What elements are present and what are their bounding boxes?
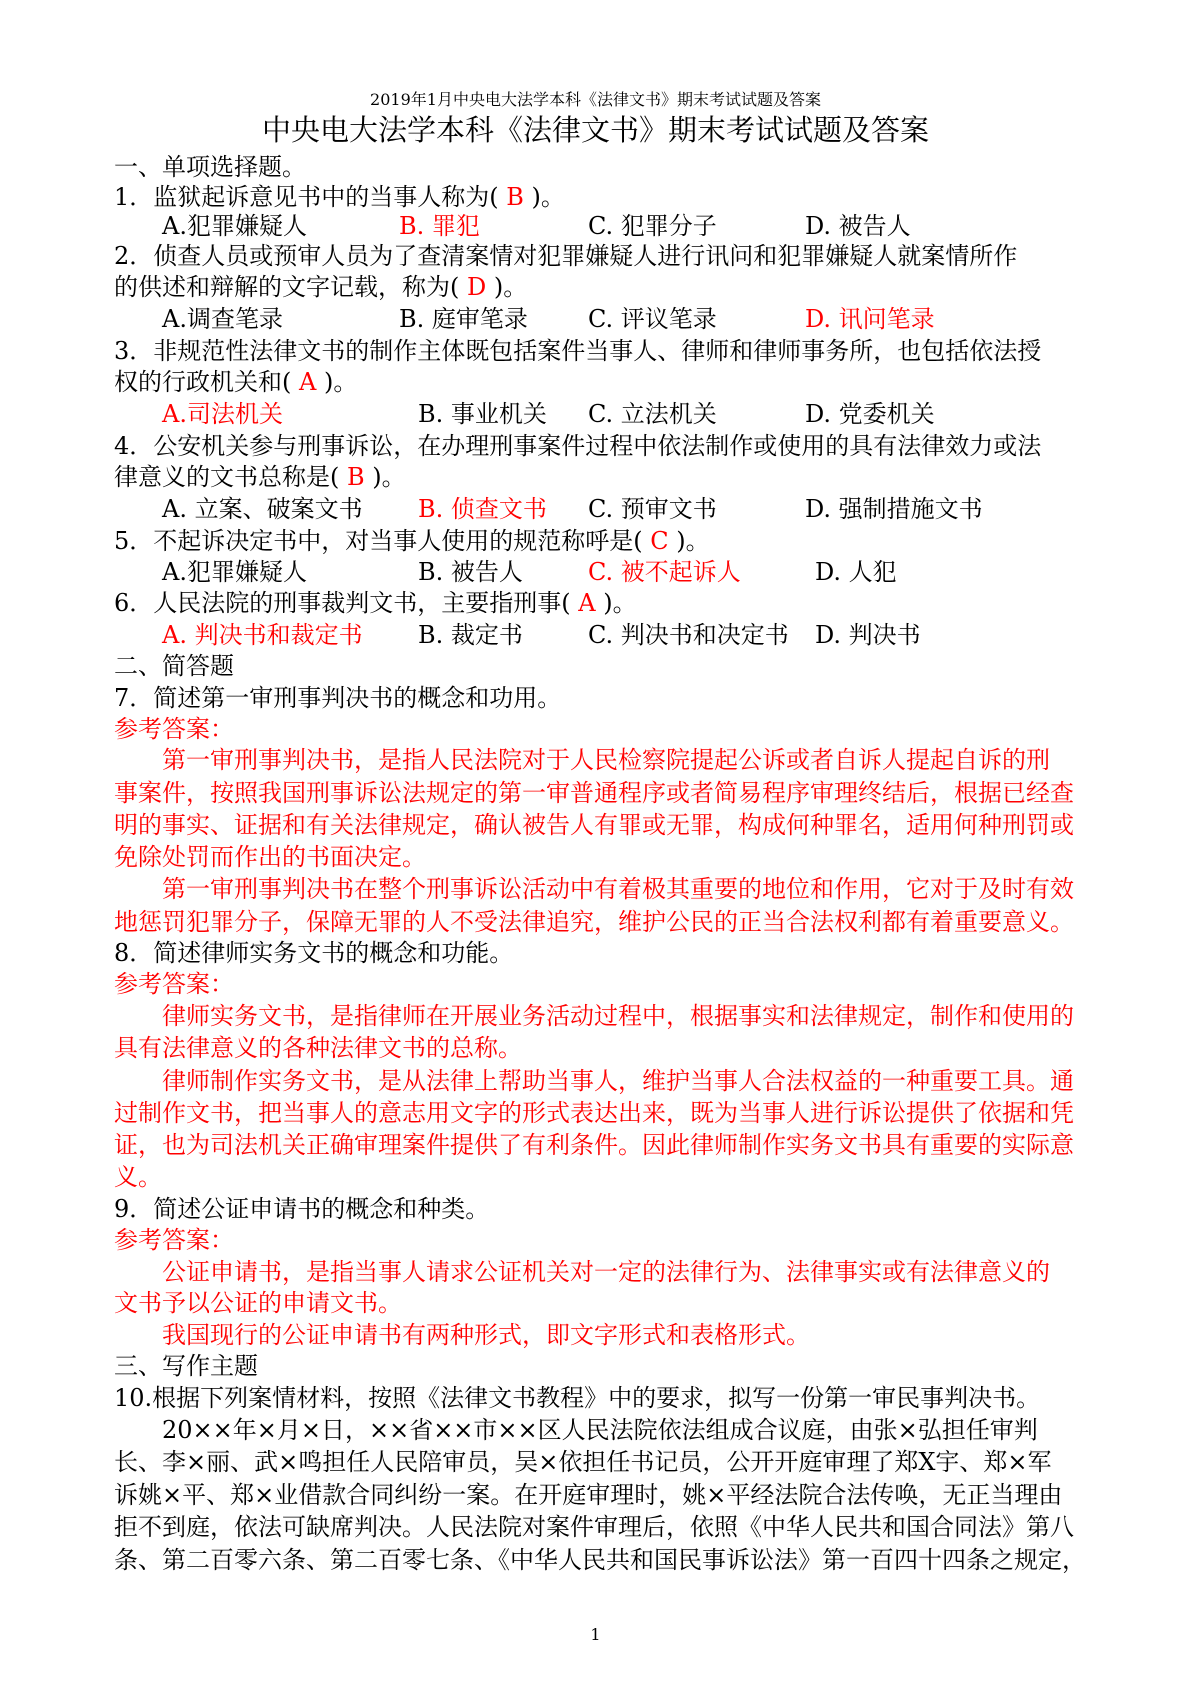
reference-answer-label: 参考答案： bbox=[114, 970, 234, 998]
option-b-answer: B. 罪犯 bbox=[399, 212, 480, 240]
answer-letter: D bbox=[467, 273, 487, 301]
answer-9-line: 公证申请书，是指当事人请求公证机关对一定的法律行为、法律事实或有法律意义的 bbox=[162, 1258, 1050, 1286]
answer-8-line: 证，也为司法机关正确审理案件提供了有利条件。因此律师制作实务文书具有重要的实际意 bbox=[114, 1131, 1074, 1159]
answer-7-line: 地惩罚犯罪分子，保障无罪的人不受法律追究，维护公民的正当合法权利都有着重要意义。 bbox=[114, 908, 1074, 936]
option-d: D. 判决书 bbox=[815, 621, 921, 649]
case-material-line: 诉姚×平、郑×业借款合同纠纷一案。在开庭审理时，姚×平经法院合法传唤，无正当理由 bbox=[114, 1481, 1063, 1509]
question-6: 6．人民法院的刑事裁判文书，主要指刑事( A )。 bbox=[114, 589, 637, 617]
option-c: C. 评议笔录 bbox=[588, 305, 717, 333]
option-d: D. 强制措施文书 bbox=[805, 495, 983, 523]
option-d: D. 党委机关 bbox=[805, 400, 935, 428]
answer-8-line: 过制作文书，把当事人的意志用文字的形式表达出来，既为当事人进行诉讼提供了依据和凭 bbox=[114, 1099, 1074, 1127]
option-d: D. 人犯 bbox=[815, 558, 897, 586]
answer-letter: C bbox=[650, 527, 669, 555]
question-2-line-1: 2．侦查人员或预审人员为了查清案情对犯罪嫌疑人进行讯问和犯罪嫌疑人就案情所作 bbox=[114, 242, 1018, 270]
question-3-line-1: 3．非规范性法律文书的制作主体既包括案件当事人、律师和律师事务所，也包括依法授 bbox=[114, 337, 1042, 365]
option-c: C. 犯罪分子 bbox=[588, 212, 717, 240]
option-a-answer: A.司法机关 bbox=[162, 400, 283, 428]
option-a: A.调查笔录 bbox=[162, 305, 283, 333]
question-5: 5．不起诉决定书中，对当事人使用的规范称呼是( C )。 bbox=[114, 527, 710, 555]
question-8: 8．简述律师实务文书的概念和功能。 bbox=[114, 939, 514, 967]
question-4-line-2: 律意义的文书总称是( B )。 bbox=[114, 463, 406, 491]
answer-7-line: 第一审刑事判决书，是指人民法院对于人民检察院提起公诉或者自诉人提起自诉的刑 bbox=[162, 746, 1050, 774]
option-a: A.犯罪嫌疑人 bbox=[162, 212, 307, 240]
option-b: B. 事业机关 bbox=[418, 400, 547, 428]
answer-letter: B bbox=[506, 183, 524, 211]
option-c: C. 立法机关 bbox=[588, 400, 717, 428]
case-material-line: 拒不到庭，依法可缺席判决。人民法院对案件审理后，依照《中华人民共和国合同法》第八 bbox=[114, 1513, 1074, 1541]
case-material-line: 20××年×月×日，××省××市××区人民法院依法组成合议庭，由张×弘担任审判 bbox=[162, 1416, 1038, 1444]
reference-answer-label: 参考答案： bbox=[114, 1226, 234, 1254]
document-subtitle: 2019年1月中央电大法学本科《法律文书》期末考试试题及答案 bbox=[370, 90, 821, 109]
question-2-line-2: 的供述和辩解的文字记载，称为( D )。 bbox=[114, 273, 528, 301]
answer-9-line: 我国现行的公证申请书有两种形式，即文字形式和表格形式。 bbox=[162, 1321, 810, 1349]
case-material-line: 条、第二百零六条、第二百零七条、《中华人民共和国民事诉讼法》第一百四十四条之规定， bbox=[114, 1546, 1086, 1574]
option-b: B. 被告人 bbox=[418, 558, 523, 586]
answer-letter: A bbox=[578, 589, 596, 617]
answer-9-line: 文书予以公证的申请文书。 bbox=[114, 1289, 402, 1317]
answer-8-line: 具有法律意义的各种法律文书的总称。 bbox=[114, 1034, 522, 1062]
question-10: 10.根据下列案情材料，按照《法律文书教程》中的要求，拟写一份第一审民事判决书。 bbox=[114, 1384, 1041, 1412]
answer-letter: A bbox=[299, 368, 317, 396]
option-a: A. 立案、破案文书 bbox=[162, 495, 363, 523]
question-9: 9．简述公证申请书的概念和种类。 bbox=[114, 1195, 490, 1223]
case-material-line: 长、李×丽、武×鸣担任人民陪审员，吴×依担任书记员，公开开庭审理了郑X宇、郑×军 bbox=[114, 1448, 1052, 1476]
answer-7-line: 第一审刑事判决书在整个刑事诉讼活动中有着极其重要的地位和作用，它对于及时有效 bbox=[162, 875, 1074, 903]
option-c-answer: C. 被不起诉人 bbox=[588, 558, 741, 586]
option-a-answer: A. 判决书和裁定书 bbox=[162, 621, 363, 649]
answer-7-line: 免除处罚而作出的书面决定。 bbox=[114, 843, 426, 871]
section-heading-choice: 一、单项选择题。 bbox=[114, 153, 306, 181]
section-heading-short-answer: 二、简答题 bbox=[114, 652, 234, 680]
question-7: 7．简述第一审刑事判决书的概念和功用。 bbox=[114, 684, 562, 712]
option-c: C. 判决书和决定书 bbox=[588, 621, 789, 649]
document-title: 中央电大法学本科《法律文书》期末考试试题及答案 bbox=[261, 113, 929, 147]
question-text: 1．监狱起诉意见书中的当事人称为( B )。 bbox=[114, 183, 565, 211]
answer-8-line: 律师制作实务文书，是从法律上帮助当事人，维护当事人合法权益的一种重要工具。通 bbox=[162, 1067, 1074, 1095]
answer-8-line: 义。 bbox=[114, 1163, 162, 1191]
answer-letter: B bbox=[347, 463, 365, 491]
answer-8-line: 律师实务文书，是指律师在开展业务活动过程中，根据事实和法律规定，制作和使用的 bbox=[162, 1002, 1074, 1030]
option-b: B. 裁定书 bbox=[418, 621, 523, 649]
option-b-answer: B. 侦查文书 bbox=[418, 495, 547, 523]
question-3-line-2: 权的行政机关和( A )。 bbox=[114, 368, 358, 396]
option-b: B. 庭审笔录 bbox=[399, 305, 528, 333]
option-d: D. 被告人 bbox=[805, 212, 911, 240]
option-a: A.犯罪嫌疑人 bbox=[162, 558, 307, 586]
answer-7-line: 明的事实、证据和有关法律规定，确认被告人有罪或无罪，构成何种罪名，适用何种刑罚或 bbox=[114, 811, 1074, 839]
option-d-answer: D. 讯问笔录 bbox=[805, 305, 935, 333]
section-heading-writing: 三、写作主题 bbox=[114, 1352, 258, 1380]
reference-answer-label: 参考答案： bbox=[114, 715, 234, 743]
page-number: 1 bbox=[590, 1625, 601, 1644]
answer-7-line: 事案件，按照我国刑事诉讼法规定的第一审普通程序或者简易程序审理终结后，根据已经查 bbox=[114, 779, 1074, 807]
option-c: C. 预审文书 bbox=[588, 495, 717, 523]
question-4-line-1: 4．公安机关参与刑事诉讼，在办理刑事案件过程中依法制作或使用的具有法律效力或法 bbox=[114, 432, 1042, 460]
question-1 bbox=[114, 182, 565, 213]
